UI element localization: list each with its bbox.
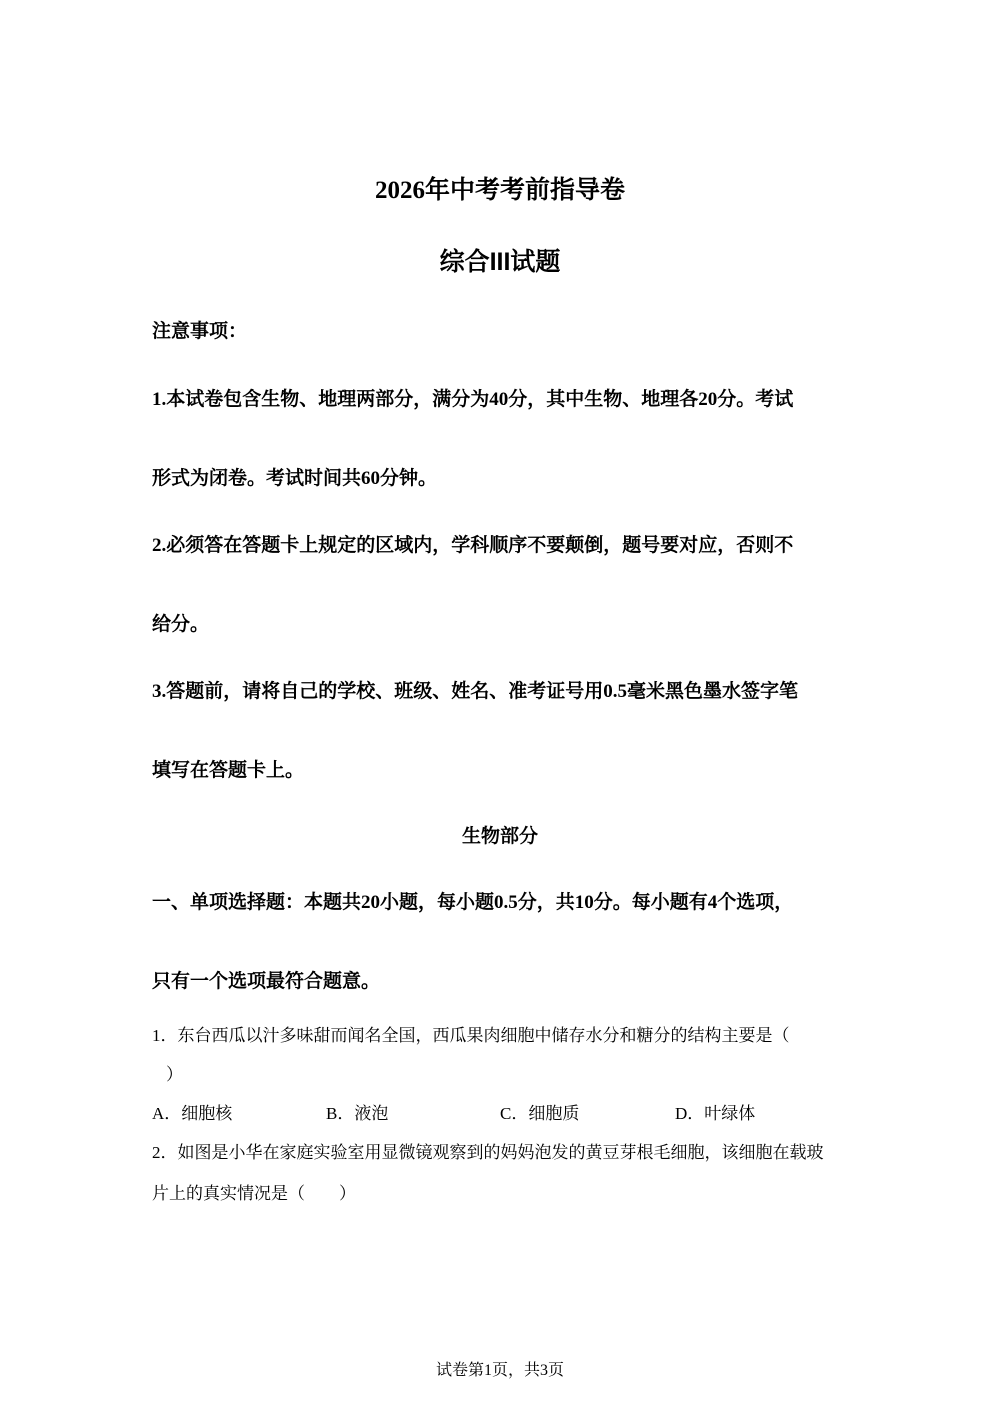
question-1-option-b: B．液泡 (326, 1104, 389, 1123)
exam-title: 2026年中考考前指导卷 (374, 177, 625, 204)
notice-item-1-line-2: 形式为闭卷。考试时间共60分钟。 (152, 468, 438, 489)
section-title: 生物部分 (461, 826, 538, 847)
part-heading-line-2: 只有一个选项最符合题意。 (152, 971, 381, 992)
notice-item-3-line-2: 填写在答题卡上。 (152, 760, 305, 781)
notice-item-1-line-1: 1.本试卷包含生物、地理两部分，满分为40分，其中生物、地理各20分。考试 (152, 389, 794, 410)
notice-item-2-line-2: 给分。 (152, 614, 210, 635)
part-heading-line-1: 一、单项选择题：本题共20小题，每小题0.5分，共10分。每小题有4个选项， (152, 892, 794, 913)
question-1-option-c: C．细胞质 (500, 1104, 580, 1123)
exam-subtitle: 综合III试题 (439, 248, 561, 276)
notice-heading: 注意事项： (152, 321, 248, 342)
question-2-line-1: 2．如图是小华在家庭实验室用显微镜观察到的妈妈泡发的黄豆芽根毛细胞，该细胞在载玻 (152, 1143, 824, 1162)
page-footer: 试卷第1页，共3页 (435, 1362, 564, 1379)
question-1-option-d: D．叶绿体 (675, 1104, 756, 1123)
question-1-line-1: 1．东台西瓜以汁多味甜而闻名全国，西瓜果肉细胞中储存水分和糖分的结构主要是（ (152, 1026, 790, 1045)
notice-item-2-line-1: 2.必须答在答题卡上规定的区域内，学科顺序不要颠倒，题号要对应，否则不 (152, 535, 794, 556)
question-1-option-a: A．细胞核 (152, 1104, 233, 1123)
question-2-line-2: 片上的真实情况是（ ） (152, 1184, 356, 1203)
notice-item-3-line-1: 3.答题前，请将自己的学校、班级、姓名、准考证号用0.5毫米黑色墨水签字笔 (152, 681, 799, 702)
question-1-line-2: ） (166, 1065, 183, 1084)
